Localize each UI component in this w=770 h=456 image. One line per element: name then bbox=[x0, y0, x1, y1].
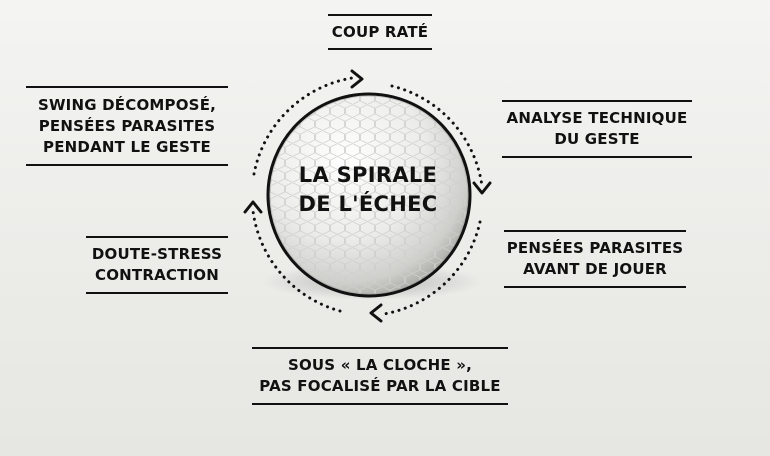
step-text: COUP RATÉ bbox=[331, 22, 429, 41]
step-text: PAS FOCALISÉ PAR LA CIBLE bbox=[259, 377, 501, 395]
step-text: SOUS « LA CLOCHE », bbox=[287, 356, 473, 374]
step-text: DU GESTE bbox=[554, 130, 640, 148]
step-text: DOUTE-STRESS bbox=[91, 245, 223, 263]
step-pensees-avant bbox=[504, 230, 686, 288]
chevron-arrow-icon bbox=[474, 183, 490, 193]
step-text: AVANT DE JOUER bbox=[523, 260, 667, 278]
step-text: PENDANT LE GESTE bbox=[43, 137, 211, 156]
step-coup-rate bbox=[328, 14, 432, 50]
step-text: SWING DÉCOMPOSÉ, bbox=[37, 95, 217, 114]
step-analyse-technique bbox=[502, 100, 692, 158]
title-line-1: LA SPIRALE bbox=[298, 163, 438, 187]
step-swing-decompose bbox=[26, 86, 228, 166]
chevron-arrow-icon bbox=[245, 202, 261, 212]
step-text: PENSÉES PARASITES bbox=[506, 239, 684, 257]
step-sous-la-cloche bbox=[252, 347, 508, 405]
step-text: PENSÉES PARASITES bbox=[38, 116, 216, 135]
chevron-arrow-icon bbox=[371, 305, 381, 321]
title-line-2: DE L'ÉCHEC bbox=[298, 192, 438, 216]
chevron-arrow-icon bbox=[352, 71, 362, 87]
step-text: ANALYSE TECHNIQUE bbox=[506, 109, 688, 127]
diagram-title bbox=[278, 161, 458, 219]
step-doute-stress bbox=[86, 236, 228, 294]
step-text: CONTRACTION bbox=[94, 266, 220, 284]
